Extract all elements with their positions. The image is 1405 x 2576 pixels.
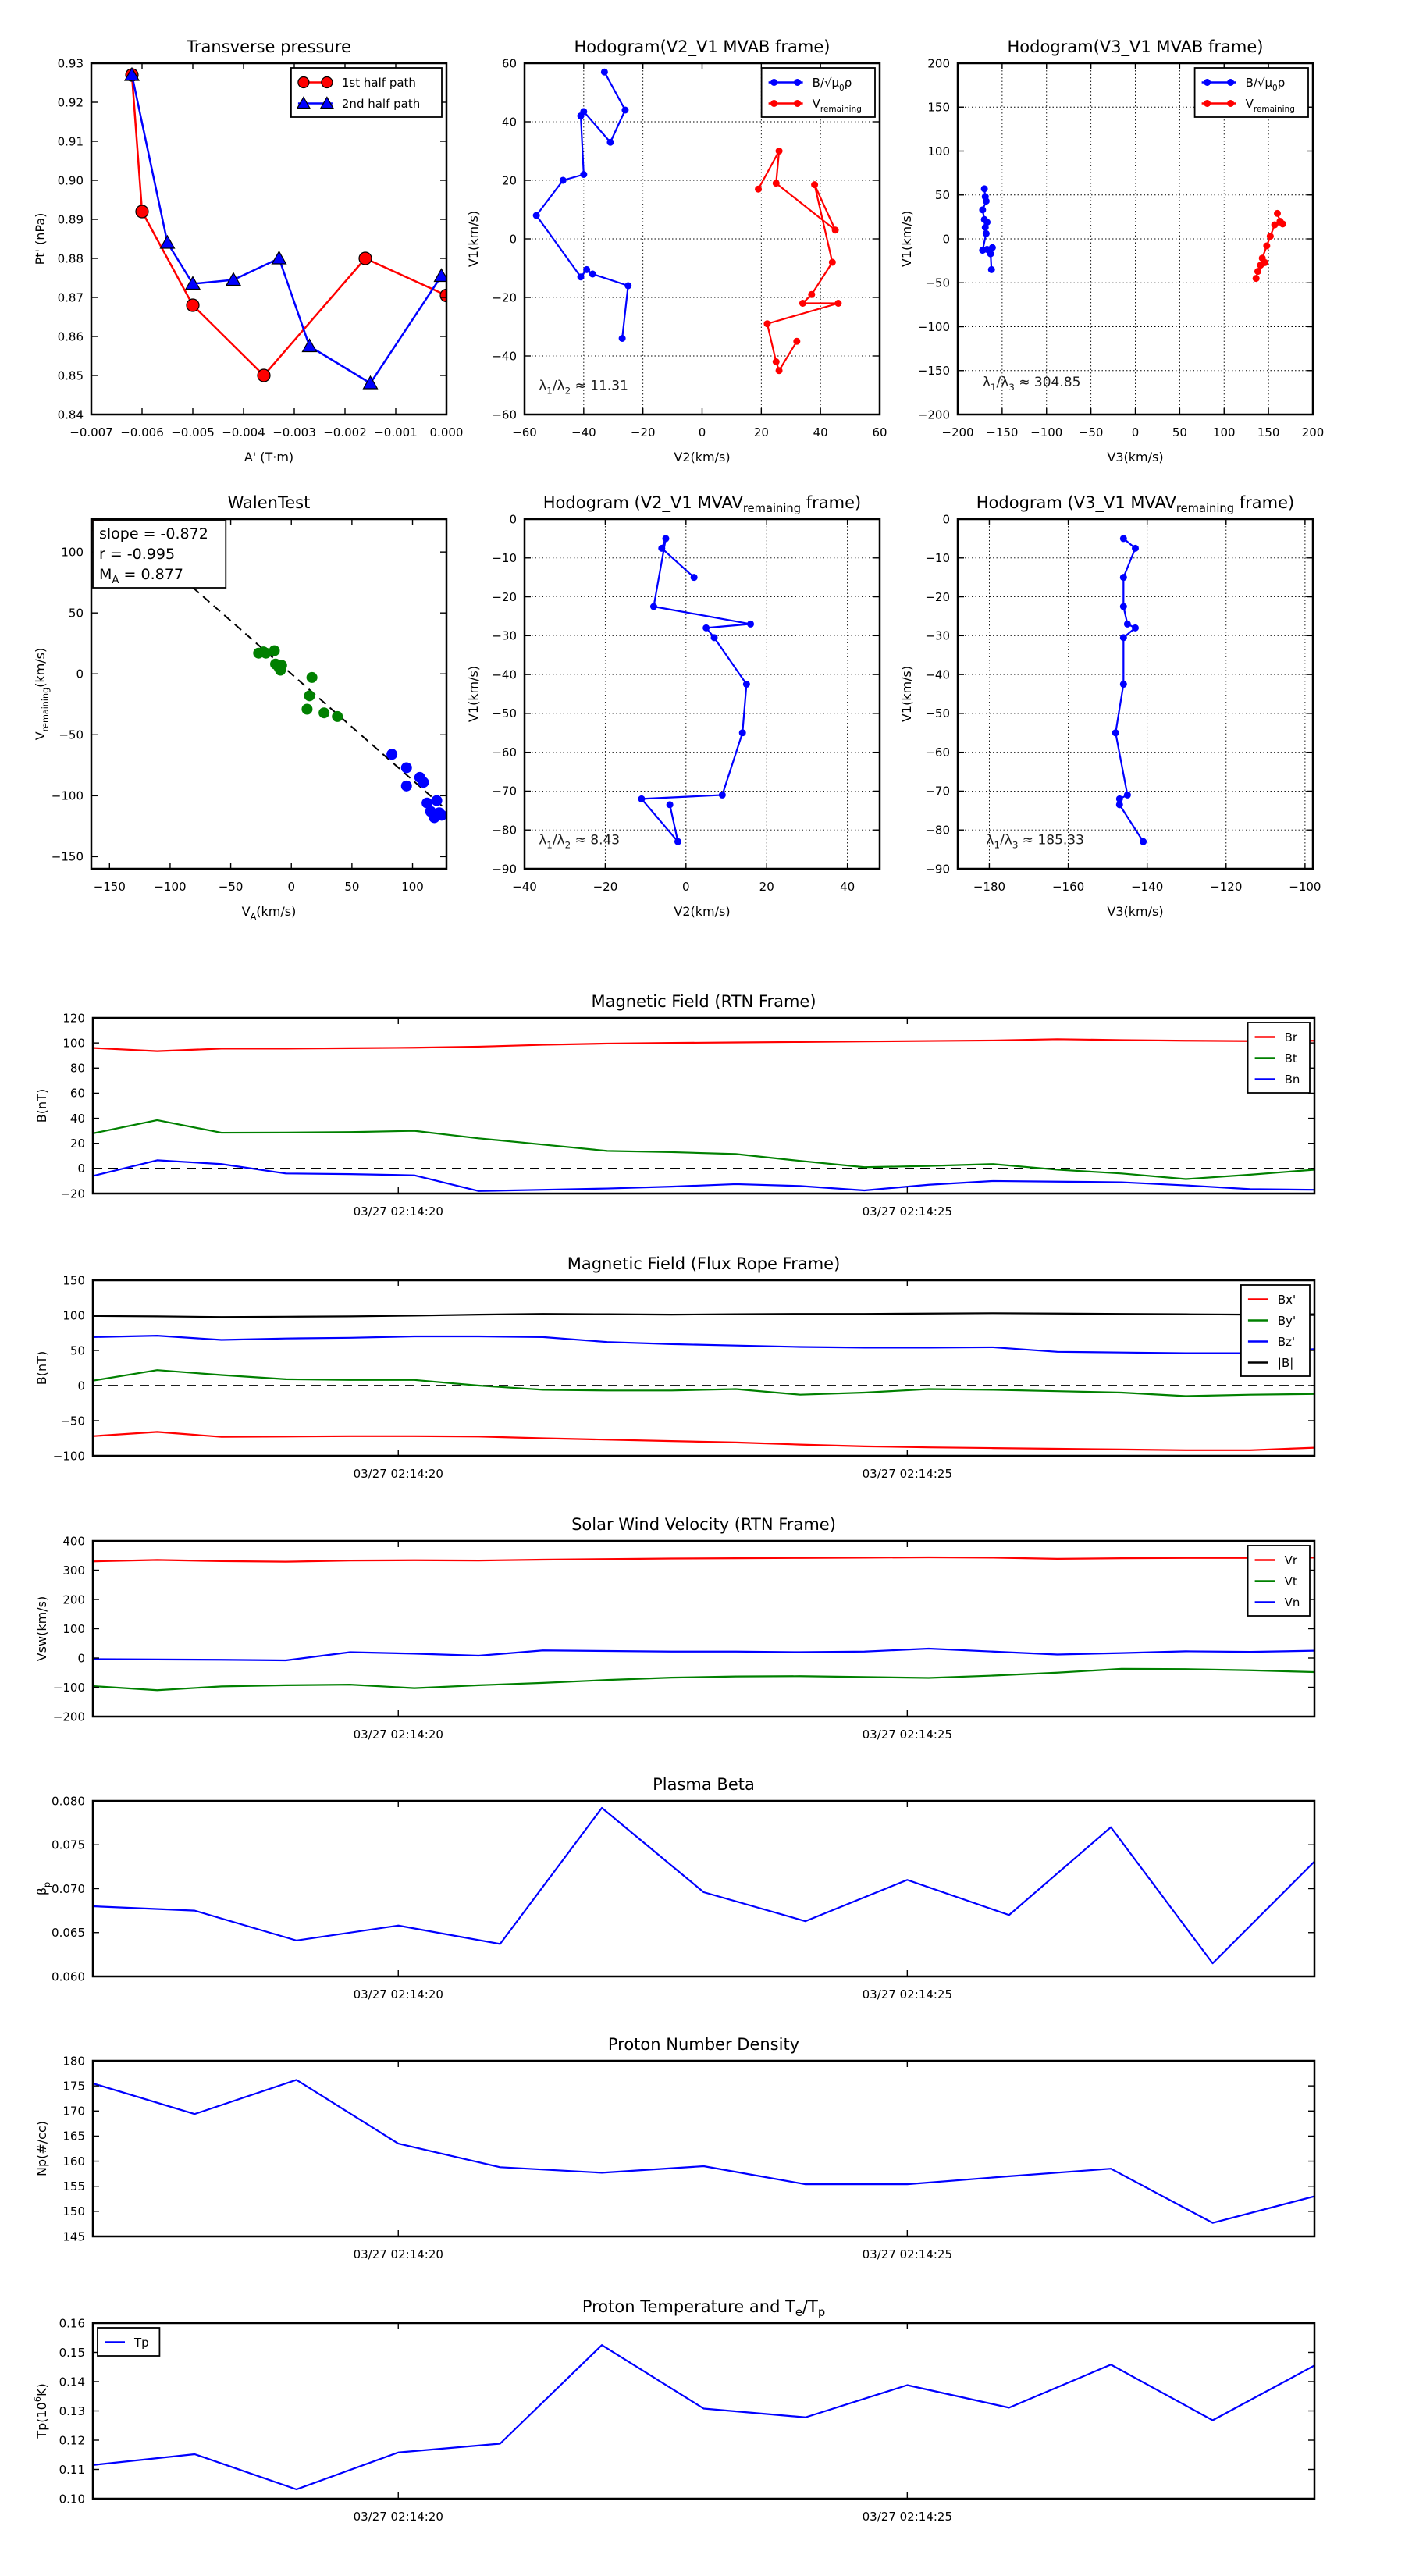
svg-text:100: 100 <box>927 144 950 158</box>
svg-text:0: 0 <box>942 512 950 527</box>
svg-text:−0.005: −0.005 <box>171 425 215 439</box>
chart-svg-magnetic-field-flux-rope <box>34 1254 1314 1481</box>
y-axis-label: V1(km/s) <box>466 210 481 268</box>
svg-text:150: 150 <box>62 1273 85 1288</box>
svg-text:170: 170 <box>62 2104 85 2119</box>
svg-text:50: 50 <box>1172 425 1187 439</box>
svg-text:−10: −10 <box>925 551 950 566</box>
svg-text:Br: Br <box>1284 1030 1298 1044</box>
legend <box>1248 1023 1310 1093</box>
svg-text:0.90: 0.90 <box>57 173 84 188</box>
hodogram-v2v1-mvab-plot <box>466 37 887 464</box>
axes-frame <box>93 1541 1314 1717</box>
svg-text:Bt: Bt <box>1284 1051 1297 1066</box>
series-group <box>1112 535 1147 845</box>
svg-text:200: 200 <box>62 1592 85 1607</box>
x-axis-label: V2(km/s) <box>674 904 731 919</box>
svg-text:2nd half path: 2nd half path <box>341 96 421 111</box>
y-axis-label: $Tp(10^6K)$ <box>33 2383 49 2439</box>
series-group <box>93 1557 1314 1690</box>
svg-text:50: 50 <box>68 606 84 621</box>
svg-text:−50: −50 <box>492 706 517 721</box>
svg-text:60: 60 <box>501 56 517 71</box>
svg-text:−200: −200 <box>941 425 974 439</box>
svg-text:300: 300 <box>62 1563 85 1578</box>
chart-title: Transverse pressure <box>187 37 351 56</box>
stats-box <box>93 521 226 588</box>
chart-svg-hodogram-v3v1-mvav <box>899 493 1321 919</box>
svg-text:120: 120 <box>62 1011 85 1026</box>
svg-text:−100: −100 <box>1289 880 1321 894</box>
y-axis-label: V1(km/s) <box>466 665 481 723</box>
legend <box>1195 68 1308 117</box>
y-axis-label: $V_{remaining}(km/s)$ <box>33 647 51 741</box>
svg-text:Vremaining: $V_{remaining}$ <box>1245 96 1295 114</box>
svg-text:0: 0 <box>509 512 517 527</box>
svg-text:−100: −100 <box>154 880 187 894</box>
svg-text:−30: −30 <box>925 628 950 643</box>
svg-text:−10: −10 <box>492 551 517 566</box>
svg-text:−0.007: −0.007 <box>69 425 113 439</box>
svg-text:150: 150 <box>1257 425 1280 439</box>
grid-lines <box>958 519 1313 869</box>
svg-text:0: 0 <box>76 667 84 681</box>
magnetic-field-flux-rope-plot <box>34 1254 1314 1481</box>
svg-text:0: 0 <box>698 425 706 439</box>
svg-text:−180: −180 <box>973 880 1006 894</box>
svg-text:0: 0 <box>77 1162 85 1176</box>
svg-text:−50: −50 <box>1078 425 1104 439</box>
proton-temperature-plot <box>33 2297 1314 2524</box>
svg-text:−70: −70 <box>925 784 950 799</box>
svg-text:−20: −20 <box>630 425 656 439</box>
svg-text:0.060: 0.060 <box>52 1969 85 1984</box>
chart-title: Proton Temperature and $T_e/T_p$ <box>582 2297 826 2319</box>
svg-text:40: 40 <box>69 1111 85 1126</box>
svg-text:Bx': Bx' <box>1277 1292 1297 1307</box>
chart-svg-solar-wind-velocity <box>34 1515 1314 1742</box>
svg-text:50: 50 <box>344 880 360 894</box>
svg-text:−100: −100 <box>917 319 950 334</box>
svg-text:−150: −150 <box>986 425 1019 439</box>
y-axis-label: B(nT) <box>34 1350 49 1386</box>
svg-text:Bn: Bn <box>1284 1072 1300 1087</box>
transverse-pressure-plot <box>33 37 464 464</box>
axes-frame <box>93 1280 1314 1456</box>
svg-text:40: 40 <box>813 425 828 439</box>
svg-text:−40: −40 <box>492 667 517 682</box>
series-group <box>979 185 1286 282</box>
tick-marks <box>93 1801 1314 1976</box>
svg-text:20: 20 <box>69 1136 85 1151</box>
tick-marks <box>958 519 1313 869</box>
svg-text:0.88: 0.88 <box>57 251 84 266</box>
svg-text:150: 150 <box>927 100 950 115</box>
svg-text:−30: −30 <box>492 628 517 643</box>
chart-svg-transverse-pressure <box>33 37 464 464</box>
svg-text:−20: −20 <box>492 290 517 305</box>
chart-title: Hodogram (V2_V1 $MVAV_{remaining}$ frame) <box>542 493 862 515</box>
svg-text:03/27 02:14:25: 03/27 02:14:25 <box>862 1987 953 2001</box>
series-group <box>93 1808 1314 1963</box>
series-group <box>638 535 754 845</box>
svg-text:0.12: 0.12 <box>59 2433 85 2448</box>
hodogram-v3v1-mvab-plot <box>899 37 1325 464</box>
svg-text:−80: −80 <box>492 823 517 838</box>
svg-text:0.86: 0.86 <box>57 329 84 344</box>
svg-text:|B|: |B| <box>1277 1355 1294 1370</box>
svg-text:0.13: 0.13 <box>59 2403 85 2418</box>
svg-text:−140: −140 <box>1131 880 1164 894</box>
svg-text:Vr: Vr <box>1284 1553 1298 1567</box>
annotation: $\lambda_1/\lambda_2 \approx 8.43$ <box>539 832 621 851</box>
legend <box>1248 1546 1310 1616</box>
svg-text:03/27 02:14:25: 03/27 02:14:25 <box>862 1467 953 1481</box>
x-axis-label: V3(km/s) <box>1107 904 1164 919</box>
svg-text:B/√μ0ρ: $B/√\mu_0\rho$ <box>812 75 852 93</box>
magnetic-field-rtn-plot <box>34 992 1314 1219</box>
svg-text:03/27 02:14:20: 03/27 02:14:20 <box>353 1467 443 1481</box>
hodogram-v3v1-mvav-plot <box>899 493 1321 919</box>
legend <box>762 68 875 117</box>
hodogram-v2v1-mvav-plot <box>466 493 880 919</box>
svg-text:400: 400 <box>62 1534 85 1549</box>
svg-text:−0.002: −0.002 <box>323 425 367 439</box>
svg-text:Vt: Vt <box>1284 1574 1297 1589</box>
svg-text:03/27 02:14:20: 03/27 02:14:20 <box>353 2510 443 2524</box>
axes-frame <box>93 1018 1314 1194</box>
svg-text:03/27 02:14:25: 03/27 02:14:25 <box>862 1727 953 1742</box>
svg-text:03/27 02:14:20: 03/27 02:14:20 <box>353 2247 443 2261</box>
chart-title: Magnetic Field (Flux Rope Frame) <box>567 1254 841 1273</box>
svg-text:0.84: 0.84 <box>57 407 84 422</box>
svg-text:180: 180 <box>62 2054 85 2069</box>
chart-svg-proton-number-density <box>34 2035 1314 2261</box>
svg-text:0.16: 0.16 <box>59 2316 85 2331</box>
svg-text:0.15: 0.15 <box>59 2345 85 2360</box>
svg-text:−80: −80 <box>925 823 950 838</box>
svg-text:50: 50 <box>934 188 950 202</box>
svg-text:0.89: 0.89 <box>57 212 84 227</box>
svg-text:slope = -0.872: slope = -0.872 <box>99 525 208 543</box>
y-axis-label: Np(#/cc) <box>34 2121 49 2176</box>
svg-text:−0.001: −0.001 <box>374 425 418 439</box>
svg-text:−60: −60 <box>512 425 537 439</box>
svg-text:150: 150 <box>62 2204 85 2219</box>
svg-text:−150: −150 <box>917 364 950 378</box>
chart-title: Hodogram(V3_V1 MVAB frame) <box>1007 37 1264 56</box>
svg-text:r = -0.995: r = -0.995 <box>99 546 176 563</box>
svg-text:−100: −100 <box>51 788 84 803</box>
svg-text:−20: −20 <box>592 880 618 894</box>
svg-text:−40: −40 <box>512 880 537 894</box>
tick-labels <box>52 545 424 894</box>
svg-text:−20: −20 <box>60 1187 85 1201</box>
svg-text:03/27 02:14:25: 03/27 02:14:25 <box>862 1204 953 1219</box>
svg-text:−20: −20 <box>492 589 517 604</box>
chart-svg-hodogram-v2v1-mvab <box>466 37 887 464</box>
legend <box>98 2328 159 2356</box>
svg-text:0.93: 0.93 <box>57 56 84 71</box>
svg-text:−40: −40 <box>925 667 950 682</box>
tick-labels <box>59 2316 952 2524</box>
svg-text:Tp: Tp <box>134 2335 149 2350</box>
svg-text:−160: −160 <box>1051 880 1085 894</box>
svg-text:B/√μ0ρ: $B/√\mu_0\rho$ <box>1245 75 1286 93</box>
tick-labels <box>62 2054 952 2261</box>
x-axis-label: V3(km/s) <box>1107 450 1164 464</box>
svg-text:0: 0 <box>509 232 517 247</box>
svg-text:160: 160 <box>62 2154 85 2169</box>
y-axis-label: V1(km/s) <box>899 210 914 268</box>
annotation: $\lambda_1/\lambda_3 \approx 185.33$ <box>986 832 1084 851</box>
svg-text:60: 60 <box>872 425 887 439</box>
svg-text:−90: −90 <box>492 862 517 877</box>
svg-text:175: 175 <box>62 2079 85 2094</box>
svg-text:0.10: 0.10 <box>59 2492 85 2507</box>
svg-text:Vn: Vn <box>1284 1595 1300 1610</box>
svg-text:80: 80 <box>69 1061 85 1076</box>
svg-text:40: 40 <box>840 880 855 894</box>
series-group <box>93 1313 1314 1450</box>
chart-svg-magnetic-field-rtn <box>34 992 1314 1219</box>
svg-text:−60: −60 <box>925 745 950 760</box>
tick-labels <box>53 1273 952 1481</box>
tick-labels <box>925 512 1321 894</box>
svg-text:−40: −40 <box>571 425 596 439</box>
chart-title: Solar Wind Velocity (RTN Frame) <box>571 1515 836 1534</box>
svg-text:0: 0 <box>942 232 950 247</box>
chart-svg-proton-temperature <box>33 2297 1314 2524</box>
svg-text:50: 50 <box>69 1343 85 1358</box>
tick-marks <box>525 519 880 869</box>
svg-text:100: 100 <box>62 1621 85 1636</box>
svg-text:−0.006: −0.006 <box>120 425 164 439</box>
chart-title: Plasma Beta <box>653 1775 755 1794</box>
x-axis-label: $V_A(km/s)$ <box>241 904 297 922</box>
walen-test-plot <box>33 493 446 922</box>
svg-text:−200: −200 <box>52 1710 85 1724</box>
svg-text:−60: −60 <box>492 407 517 422</box>
svg-text:−70: −70 <box>492 784 517 799</box>
axes-frame <box>525 519 880 869</box>
grid-lines <box>525 519 880 869</box>
axes-frame <box>93 2323 1314 2499</box>
svg-text:03/27 02:14:25: 03/27 02:14:25 <box>862 2510 953 2524</box>
svg-text:0.85: 0.85 <box>57 368 84 383</box>
tick-marks <box>93 1018 1314 1194</box>
svg-text:200: 200 <box>1301 425 1325 439</box>
svg-text:100: 100 <box>62 1308 85 1323</box>
svg-text:03/27 02:14:20: 03/27 02:14:20 <box>353 1204 443 1219</box>
svg-text:03/27 02:14:20: 03/27 02:14:20 <box>353 1987 443 2001</box>
series-group <box>93 2345 1314 2489</box>
svg-text:0.070: 0.070 <box>52 1881 85 1896</box>
svg-text:Bz': Bz' <box>1277 1334 1296 1349</box>
svg-text:0.065: 0.065 <box>52 1926 85 1940</box>
chart-title: Proton Number Density <box>607 2035 800 2054</box>
svg-text:−90: −90 <box>925 862 950 877</box>
svg-text:40: 40 <box>501 115 517 130</box>
x-axis-label: A' (T·m) <box>244 450 294 464</box>
chart-svg-hodogram-v3v1-mvab <box>899 37 1325 464</box>
svg-text:MA = 0.877: $M_A = 0.877$ <box>99 566 183 586</box>
chart-title: Hodogram (V3_V1 $MVAV_{remaining}$ frame) <box>976 493 1295 515</box>
svg-text:155: 155 <box>62 2179 85 2194</box>
svg-text:20: 20 <box>759 880 774 894</box>
annotation: $\lambda_1/\lambda_3 \approx 304.85$ <box>982 375 1081 393</box>
axes-frame <box>958 519 1313 869</box>
tick-labels <box>52 1794 952 2001</box>
svg-text:0: 0 <box>682 880 690 894</box>
svg-text:20: 20 <box>501 173 517 188</box>
svg-text:0: 0 <box>1131 425 1140 439</box>
tick-labels <box>53 1534 952 1742</box>
svg-text:−100: −100 <box>52 1680 85 1695</box>
svg-text:0.87: 0.87 <box>57 290 84 305</box>
y-axis-label: $\beta_p$ <box>34 1881 52 1896</box>
svg-text:−120: −120 <box>1210 880 1243 894</box>
svg-text:−50: −50 <box>925 276 950 290</box>
svg-text:100: 100 <box>62 1036 85 1051</box>
svg-text:100: 100 <box>61 545 84 560</box>
chart-svg-hodogram-v2v1-mvav <box>466 493 880 919</box>
svg-text:03/27 02:14:25: 03/27 02:14:25 <box>862 2247 953 2261</box>
x-axis-label: V2(km/s) <box>674 450 731 464</box>
svg-text:100: 100 <box>1212 425 1236 439</box>
svg-text:0.14: 0.14 <box>59 2375 85 2389</box>
svg-text:145: 145 <box>62 2229 85 2244</box>
tick-marks <box>93 1541 1314 1717</box>
svg-text:−50: −50 <box>60 1414 85 1429</box>
svg-text:−200: −200 <box>917 407 950 422</box>
svg-text:−40: −40 <box>492 349 517 364</box>
y-axis-label: Pt' (nPa) <box>33 212 48 265</box>
y-axis-label: Vsw(km/s) <box>34 1596 49 1662</box>
svg-text:−50: −50 <box>218 880 244 894</box>
svg-text:0.91: 0.91 <box>57 134 84 149</box>
svg-text:0.11: 0.11 <box>59 2462 85 2477</box>
proton-number-density-plot <box>34 2035 1314 2261</box>
axes-frame <box>93 1801 1314 1976</box>
svg-text:100: 100 <box>401 880 424 894</box>
svg-text:−50: −50 <box>925 706 950 721</box>
chart-title: WalenTest <box>227 493 311 512</box>
svg-text:0.080: 0.080 <box>52 1794 85 1809</box>
svg-text:0: 0 <box>77 1379 85 1393</box>
svg-text:03/27 02:14:20: 03/27 02:14:20 <box>353 1727 443 1742</box>
svg-text:0: 0 <box>77 1651 85 1666</box>
svg-text:200: 200 <box>927 56 950 71</box>
svg-text:By': By' <box>1277 1313 1297 1328</box>
y-axis-label: V1(km/s) <box>899 665 914 723</box>
svg-text:0.000: 0.000 <box>429 425 464 439</box>
annotation: $\lambda_1/\lambda_2 \approx 11.31$ <box>539 378 628 397</box>
svg-text:0.92: 0.92 <box>57 95 84 110</box>
chart-svg-walen-test <box>33 493 446 922</box>
svg-text:165: 165 <box>62 2129 85 2144</box>
svg-text:−100: −100 <box>52 1449 85 1464</box>
svg-text:1st half path: 1st half path <box>341 75 416 90</box>
chart-title: Hodogram(V2_V1 MVAB frame) <box>574 37 831 56</box>
svg-text:−150: −150 <box>51 849 84 864</box>
legend <box>291 68 442 117</box>
chart-title: Magnetic Field (RTN Frame) <box>591 992 816 1011</box>
svg-text:Vremaining: $V_{remaining}$ <box>812 96 862 114</box>
svg-text:0: 0 <box>287 880 296 894</box>
plasma-beta-plot <box>34 1775 1314 2001</box>
svg-text:−50: −50 <box>59 728 84 742</box>
svg-text:−150: −150 <box>93 880 126 894</box>
svg-text:−60: −60 <box>492 745 517 760</box>
solar-wind-velocity-plot <box>34 1515 1314 1742</box>
svg-text:−100: −100 <box>1030 425 1063 439</box>
svg-text:−20: −20 <box>925 589 950 604</box>
svg-text:−0.004: −0.004 <box>222 425 265 439</box>
tick-marks <box>93 1280 1314 1456</box>
svg-text:−0.003: −0.003 <box>272 425 316 439</box>
legend <box>1241 1285 1310 1376</box>
y-axis-label: B(nT) <box>34 1088 49 1123</box>
svg-text:0.075: 0.075 <box>52 1838 85 1852</box>
tick-marks <box>93 2323 1314 2499</box>
svg-text:20: 20 <box>753 425 769 439</box>
svg-text:60: 60 <box>69 1086 85 1101</box>
series-group <box>93 2080 1314 2222</box>
